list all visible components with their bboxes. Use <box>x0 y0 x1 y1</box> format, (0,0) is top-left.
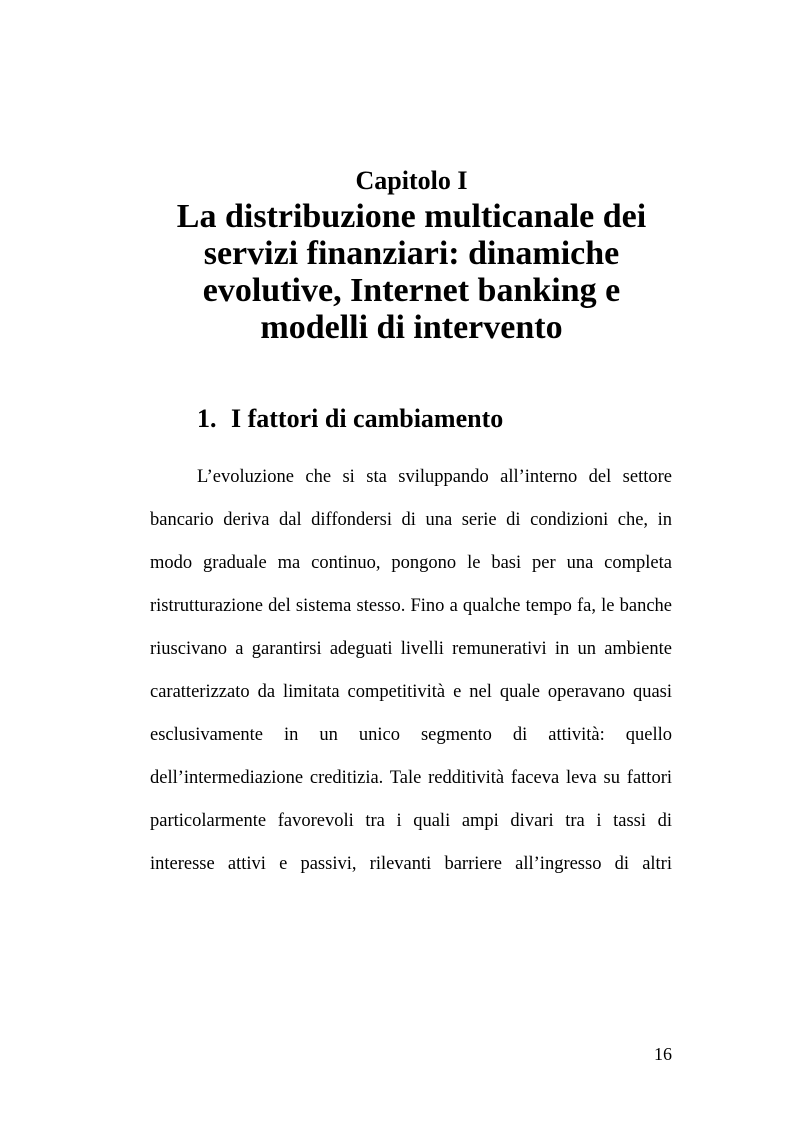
section-heading <box>197 402 503 436</box>
paragraph-line: interesse attivi e passivi, rilevanti barriere all’ingresso di altri <box>150 854 672 874</box>
section-title: I fattori di cambiamento <box>231 404 504 433</box>
section-number: 1. <box>197 404 217 433</box>
paragraph-line: bancario deriva dal diffondersi di una serie di condizioni che, in <box>150 510 672 530</box>
paragraph-line: particolarmente favorevoli tra i quali ampi divari tra i tassi di <box>150 811 672 831</box>
paragraph-line: L’evoluzione che si sta sviluppando all’interno del settore <box>197 467 672 487</box>
page-number: 16 <box>654 1044 672 1064</box>
paragraph-line: dell’intermediazione creditizia. Tale redditività faceva leva su fattori <box>150 768 672 788</box>
paragraph-line: riuscivano a garantirsi adeguati livelli remunerativi in un ambiente <box>150 639 672 659</box>
paragraph-line: modo graduale ma continuo, pongono le basi per una completa <box>150 553 672 573</box>
paragraph-line: ristrutturazione del sistema stesso. Fino a qualche tempo fa, le banche <box>150 596 672 616</box>
chapter-title: La distribuzione multicanale dei servizi finanziari: dinamiche evolutive, Internet banking e modelli di intervento <box>176 198 647 346</box>
chapter-label: Capitolo I <box>355 166 468 195</box>
paragraph-line: caratterizzato da limitata competitività e nel quale operavano quasi <box>150 682 672 702</box>
paragraph-line: esclusivamente in un unico segmento di attività: quello <box>150 725 672 745</box>
